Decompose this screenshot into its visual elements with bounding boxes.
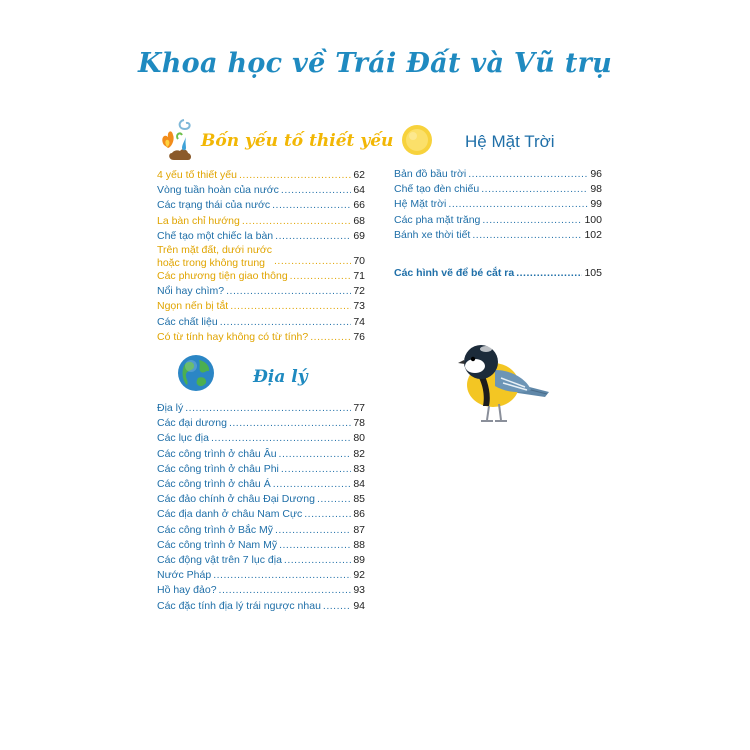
list-item[interactable]: 4 yếu tố thiết yếu ..... 62 [157,168,365,183]
list-item[interactable]: Chế tạo đèn chiếu ..... 98 [394,182,602,197]
page-title: Khoa học về Trái Đất và Vũ trụ [137,48,613,79]
essentials-toc [157,168,365,345]
cutouts-toc [394,266,602,281]
list-item[interactable]: Các địa danh ở châu Nam Cực ..... 86 [157,507,365,522]
list-item[interactable]: Các chất liệu ..... 74 [157,315,365,330]
list-item[interactable]: Các công trình ở Bắc Mỹ ..... 87 [157,523,365,538]
list-item[interactable]: La bàn chỉ hướng ..... 68 [157,214,365,229]
list-item[interactable]: Các đặc tính địa lý trái ngược nhau ..... 94 [157,599,365,614]
list-item[interactable]: Các trạng thái của nước ..... 66 [157,198,365,213]
list-item[interactable]: Nổi hay chìm? ..... 72 [157,284,365,299]
geography-toc [157,401,365,614]
list-item[interactable]: Các công trình ở Nam Mỹ ..... 88 [157,538,365,553]
list-item[interactable]: Các đại dương ..... 78 [157,416,365,431]
essentials-icon [158,117,198,163]
solar-toc [394,167,602,243]
geography-heading: Địa lý [253,367,308,387]
list-item[interactable]: Ngọn nến bị tắt ..... 73 [157,299,365,314]
list-item[interactable]: Các pha mặt trăng ..... 100 [394,213,602,228]
solar-heading: Hệ Mặt Trời [465,132,555,151]
list-item[interactable]: Các lục địa ..... 80 [157,431,365,446]
list-item[interactable]: Trên mặt đất, dưới nước hoặc trong không trung ..... 70 [157,244,365,269]
list-item[interactable]: Hồ hay đảo? ..... 93 [157,583,365,598]
list-item[interactable]: Bản đồ bầu trời ..... 96 [394,167,602,182]
list-item[interactable]: Hệ Mặt trời ..... 99 [394,197,602,212]
list-item[interactable]: Các hình vẽ để bé cắt ra ..... 105 [394,266,602,281]
list-item[interactable]: Địa lý ..... 77 [157,401,365,416]
list-item[interactable]: Bánh xe thời tiết ..... 102 [394,228,602,243]
list-item[interactable]: Vòng tuần hoàn của nước ..... 64 [157,183,365,198]
list-item[interactable]: Các phương tiện giao thông ..... 71 [157,269,365,284]
bird-illustration [455,340,555,426]
sun-icon [401,124,433,156]
earth-globe-icon [177,354,215,392]
list-item[interactable]: Chế tạo một chiếc la bàn ..... 69 [157,229,365,244]
list-item[interactable]: Các công trình ở châu Phi ..... 83 [157,462,365,477]
list-item[interactable]: Các công trình ở châu Á ..... 84 [157,477,365,492]
essentials-heading: Bốn yếu tố thiết yếu [201,131,394,151]
list-item[interactable]: Các động vật trên 7 lục địa ..... 89 [157,553,365,568]
list-item[interactable]: Các đảo chính ở châu Đại Dương ..... 85 [157,492,365,507]
list-item[interactable]: Các công trình ở châu Âu ..... 82 [157,447,365,462]
list-item[interactable]: Có từ tính hay không có từ tính? ..... 76 [157,330,365,345]
list-item[interactable]: Nước Pháp ..... 92 [157,568,365,583]
